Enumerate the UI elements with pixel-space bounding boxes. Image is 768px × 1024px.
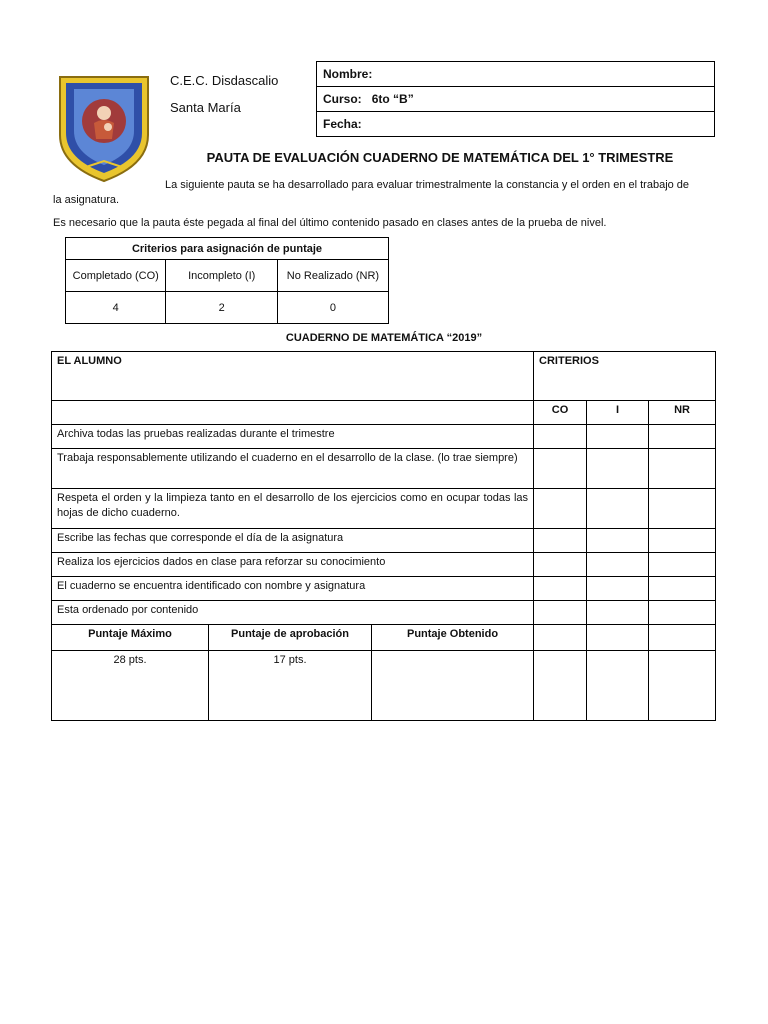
puntaje-maximo-value: 28 pts. [52, 651, 209, 721]
criteria-value-i: 2 [166, 292, 277, 324]
i-cell[interactable] [587, 489, 649, 529]
nr-cell[interactable] [649, 601, 716, 625]
table-row [52, 577, 716, 601]
curso-field[interactable] [317, 87, 715, 112]
table-row [52, 601, 716, 625]
alumno-header: EL ALUMNO [52, 352, 534, 401]
co-cell[interactable] [534, 577, 587, 601]
nr-header: NR [649, 401, 716, 425]
item-text: Realiza los ejercicios dados en clase para reforzar su conocimiento [52, 553, 534, 577]
i-cell[interactable] [587, 553, 649, 577]
item-text: Trabaja responsablemente utilizando el cuaderno en el desarrollo de la clase. (lo trae siempre) [52, 449, 534, 489]
curso-value: 6to “B” [371, 92, 414, 106]
nr-cell[interactable] [649, 553, 716, 577]
co-cell[interactable] [534, 601, 587, 625]
fecha-label: Fecha: [323, 117, 362, 131]
co-cell[interactable] [534, 425, 587, 449]
table-row [52, 529, 716, 553]
nr-cell[interactable] [649, 425, 716, 449]
nombre-field[interactable] [317, 62, 715, 87]
table-row [52, 489, 716, 529]
criteria-value-co: 4 [66, 292, 166, 324]
nombre-label: Nombre: [323, 67, 373, 81]
item-text: Esta ordenado por contenido [52, 601, 534, 625]
criteria-value-nr: 0 [277, 292, 388, 324]
criteria-col-nr: No Realizado (NR) [277, 260, 388, 292]
school-location: Santa María [170, 100, 241, 115]
nr-cell[interactable] [649, 577, 716, 601]
curso-label: Curso: [323, 92, 362, 106]
page-title: PAUTA DE EVALUACIÓN CUADERNO DE MATEMÁTICA DEL 1° TRIMESTRE [206, 150, 674, 165]
i-cell[interactable] [587, 601, 649, 625]
section-title: CUADERNO DE MATEMÁTICA “2019” [285, 332, 483, 344]
nr-cell[interactable] [649, 529, 716, 553]
school-crest-logo [56, 73, 152, 183]
table-row [52, 449, 716, 489]
school-name: C.E.C. Disdascalio [170, 73, 279, 88]
item-text: Escribe las fechas que corresponde el día de la asignatura [52, 529, 534, 553]
note-text: Es necesario que la pauta éste pegada al final del último contenido pasado en clases antes de la prueba de nivel. [53, 217, 607, 229]
criterios-header: CRITERIOS [534, 352, 716, 401]
i-cell[interactable] [587, 425, 649, 449]
puntaje-obtenido-header: Puntaje Obtenido [372, 625, 534, 651]
intro-line-1: La siguiente pauta se ha desarrollado para evaluar trimestralmente la constancia y el orden en el trabajo de [165, 179, 690, 191]
item-text: Archiva todas las pruebas realizadas durante el trimestre [52, 425, 534, 449]
criteria-header: Criterios para asignación de puntaje [66, 238, 389, 260]
criteria-col-i: Incompleto (I) [166, 260, 277, 292]
criteria-table [65, 237, 389, 324]
table-row [52, 553, 716, 577]
student-info-box [316, 61, 715, 137]
puntaje-obtenido-value[interactable] [372, 651, 534, 721]
item-text: Respeta el orden y la limpieza tanto en el desarrollo de los ejercicios como en ocupar todas las hojas de dicho cuaderno. [52, 489, 534, 529]
puntaje-maximo-header: Puntaje Máximo [52, 625, 209, 651]
co-cell[interactable] [534, 449, 587, 489]
puntaje-aprobacion-header: Puntaje de aprobación [209, 625, 372, 651]
criteria-col-co: Completado (CO) [66, 260, 166, 292]
i-cell[interactable] [587, 449, 649, 489]
puntaje-aprobacion-value: 17 pts. [209, 651, 372, 721]
i-cell[interactable] [587, 529, 649, 553]
table-row [52, 425, 716, 449]
nr-cell[interactable] [649, 449, 716, 489]
i-header: I [587, 401, 649, 425]
nr-cell[interactable] [649, 489, 716, 529]
co-cell[interactable] [534, 529, 587, 553]
i-cell[interactable] [587, 577, 649, 601]
evaluation-table [51, 351, 716, 721]
intro-line-2: la asignatura. [53, 194, 120, 206]
co-header: CO [534, 401, 587, 425]
co-cell[interactable] [534, 553, 587, 577]
co-cell[interactable] [534, 489, 587, 529]
item-text: El cuaderno se encuentra identificado con nombre y asignatura [52, 577, 534, 601]
fecha-field[interactable] [317, 112, 715, 137]
